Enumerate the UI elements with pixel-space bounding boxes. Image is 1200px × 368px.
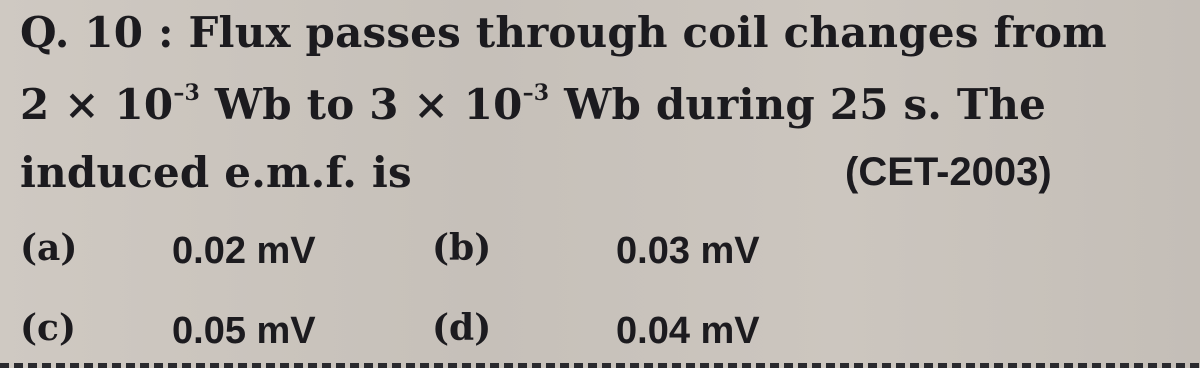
question-line-1: Q. 10 : Flux passes through coil changes from (20, 8, 1107, 57)
flux-initial-text: 2 × 10 (20, 80, 174, 129)
option-d-label: (d) (432, 307, 492, 349)
option-a-value[interactable]: 0.02 mV (172, 230, 316, 272)
exam-source: (CET-2003) (845, 150, 1052, 194)
flux-initial-exponent: –3 (173, 80, 201, 106)
flux-final-exponent: –3 (522, 80, 550, 106)
option-c-label: (c) (20, 307, 76, 349)
duration-text: Wb during 25 s. The (549, 80, 1047, 129)
bottom-divider (0, 363, 1200, 368)
option-b-value[interactable]: 0.03 mV (616, 230, 760, 272)
option-a-label: (a) (20, 227, 78, 269)
option-c-value[interactable]: 0.05 mV (172, 310, 316, 352)
flux-final-text: Wb to 3 × 10 (200, 80, 523, 129)
question-line-3: induced e.m.f. is (20, 148, 412, 197)
option-d-value[interactable]: 0.04 mV (616, 310, 760, 352)
option-b-label: (b) (432, 227, 492, 269)
question-line-2 (20, 80, 1047, 129)
